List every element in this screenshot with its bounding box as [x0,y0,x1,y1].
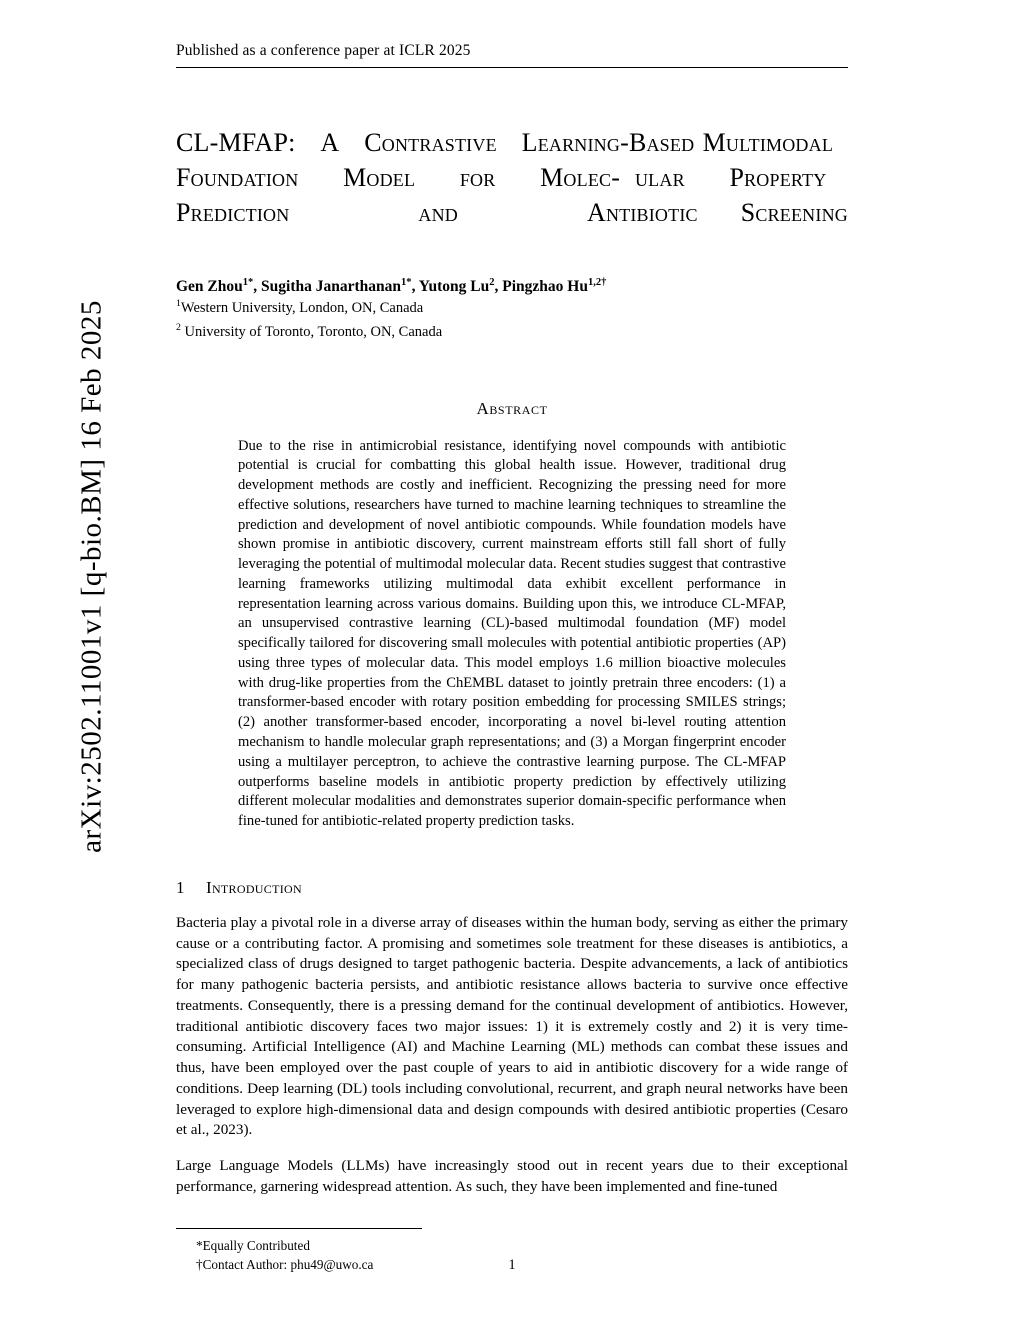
title-token: A [320,128,340,157]
author-name: Yutong Lu [418,278,490,296]
title-token: Antibiotic [586,197,698,227]
title-token: Foundation [176,162,299,192]
section-title: Introduction [206,877,302,897]
page-title [176,126,848,230]
title-token: Prediction [176,197,290,227]
footnote-separator [176,1228,422,1229]
title-token: for [459,162,496,192]
author-affil-marker: 1* [242,277,254,289]
author-name: Gen Zhou [176,278,243,296]
affiliation-line [176,298,848,319]
abstract-heading: Abstract [476,398,548,418]
affiliation-marker: 2 [176,321,181,333]
author-list: Gen Zhou$^{1*}$, Sugitha Janarthanan$^{1*}$, Yutong Lu$^2$, Pingzhao $Hu^{1,2\dagger}$ [176,277,607,296]
author-affil-marker: 1* [401,277,412,289]
running-head: Published as a conference paper at ICLR 2025 [176,0,848,68]
title-token: Screening [740,197,848,227]
affiliation-line [176,322,848,343]
title-token: Model [343,162,416,192]
author-name: Sugitha Janarthanan [261,278,402,296]
author-affil-marker: 1,2† [587,277,607,289]
abstract-text: Due to the rise in antimicrobial resistance, identifying novel compounds with antibiotic potential is crucial for combatting this global health issue. However, traditional drug development methods are costly and inefficient. Recognizing the pressing need for more effective solutions, researchers have turned to machine learning techniques to streamline the prediction and development of novel antibiotic compounds. While foundation models have shown promise in antibiotic discovery, current mainstream efforts still fall short of fully leveraging the potential of multimodal molecular data. Recent studies suggest that contrastive learning frameworks utilizing multimodal data exhibit excellent performance in representation learning across various domains. Building upon this, we introduce CL-MFAP, an unsupervised contrastive learning (CL)-based multimodal foundation (MF) model specifically tailored for discovering small molecules with potential antibiotic properties (AP) using three types of molecular data. This model employs 1.6 million bioactive molecules with drug-like properties from the ChEMBL dataset to jointly pretrain three encoders: (1) a transformer-based encoder with rotary position embedding for processing SMILES strings; (2) another transformer-based encoder, incorporating a novel bi-level routing attention mechanism to handle molecular graph representations; and (3) a Morgan fingerprint encoder using a multilayer perceptron, to achieve the contrastive learning purpose. The CL-MFAP outperforms baseline models in antibiotic property prediction by effectively utilizing different molecular modalities and demonstrates superior domain-specific performance when fine-tuned for antibiotic-related property prediction tasks. [238,437,786,830]
page-content [176,0,848,1275]
title-token: Property [729,162,827,192]
author-name: Pingzhao Hu [502,278,588,296]
title-token: CL-MFAP: [176,128,296,157]
title-token: and [418,197,459,227]
affiliation-text: University of Toronto, Toronto, ON, Canada [180,323,443,340]
affiliation-marker: 1 [176,298,181,310]
section-heading-introduction [176,878,848,898]
body-paragraph: Large Language Models (LLMs) have increasingly stood out in recent years due to their exceptional performance, garnering widespread attention. As such, they have been implemented and fine-tuned [176,1157,848,1195]
title-token: Learning-Based [521,128,695,157]
title-token: Molec- [540,162,621,192]
footnote-item: †Contact Author: phu49@uwo.ca [196,1257,374,1273]
footnote-item: *Equally Contributed [196,1237,310,1253]
author-affil-marker: 2 [489,277,495,289]
title-token: Multimodal [702,128,834,157]
body-paragraph: Bacteria play a pivotal role in a diverse array of diseases within the human body, serving as either the primary cause or a contributing factor. A promising and sometimes sole treatment for these diseases is antibiotics, a specialized class of drugs designed to target pathogenic bacteria. Despite advancements, a lack of antibiotics for many pathogenic bacteria persists, and antibiotic resistance allows bacteria to survive once effective treatments. Consequently, there is a pressing demand for the continual development of antibiotics. However, traditional antibiotic discovery faces two major issues: 1) it is extremely costly and 2) it is very time-consuming. Artificial Intelligence (AI) and Machine Learning (ML) methods can combat these issues and thus, have been employed over the past couple of years to aid in antibiotic discovery for a wide range of conditions. Deep learning (DL) tools including convolutional, recurrent, and graph neural networks have been leveraged to explore high-dimensional data and design compounds with desired antibiotic properties (Cesaro et al., 2023). [176,913,848,1139]
section-number: 1 [176,877,185,897]
title-token: ular [634,162,685,192]
affiliation-text: Western University, London, ON, Canada [180,300,424,317]
title-token: Contrastive [364,128,497,157]
page-number: 1 [508,1257,516,1273]
arxiv-identifier-stamp: arXiv:2502.11001v1 [q-bio.BM] 16 Feb 2025 [75,300,108,853]
